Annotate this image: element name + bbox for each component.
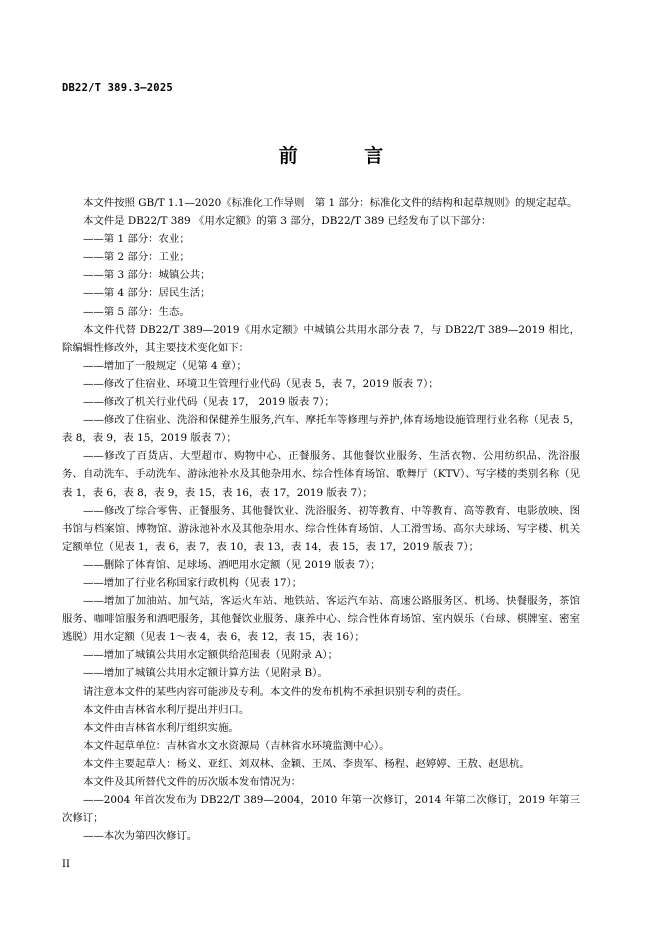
- page-title: 前 言: [278, 145, 414, 167]
- history-item: ——本次为第四次修订。: [83, 830, 198, 843]
- paragraph-scope: 本文件按照 GB/T 1.1—2020《标准化工作导则 第 1 部分：标准化文件的结构和起草规则》的规定起草。: [83, 197, 578, 209]
- history-item: ——2004 年首次发布为 DB22/T 389—2004，2010 年第一次修订，2014 年第二次修订，2019 年第三次修订；: [62, 794, 580, 825]
- change-item: ——修改了机关行业代码（见表 17， 2019 版表 7）；: [83, 396, 335, 409]
- list-item-part-4: ——第 4 部分：居民生活；: [83, 287, 211, 300]
- list-item-part-3: ——第 3 部分：城镇公共；: [83, 269, 211, 282]
- change-item: ——修改了综合零售、正餐服务、其他餐饮业、洗浴服务、初等教育、中等教育、高等教育、电影放映、图书馆与档案馆、博物馆、游泳池补水及其他杂用水、综合性体育场馆、人工滑雪场、高尔夫球场、写字楼、机关定额单位（见表 1，表 6，表 7，表 10，表 13，表 14，表 15，表 17，2019 版表 7）；: [62, 504, 580, 553]
- paragraph-proposer: 本文件由吉林省水利厅提出并归口。: [83, 703, 250, 716]
- change-item: ——修改了百货店、大型超市、购物中心、正餐服务、其他餐饮业服务、生活衣物、公用纺织品、洗浴服务、自动洗车、手动洗车、游泳池补水及其他杂用水、综合性体育场馆、歌舞厅（KTV）、写字楼的类别名称（见表 1，表 6，表 8，表 9，表 15，表 16，表 17，2019 版表 7）；: [62, 450, 580, 499]
- list-item-part-5: ——第 5 部分：生态。: [83, 305, 190, 318]
- change-item: ——修改了住宿业、洗浴和保健养生服务,汽车、摩托车等修理与养护,体育场地设施管理行业名称（见表 5，表 8，表 9，表 15，2019 版表 7）；: [62, 414, 580, 445]
- change-item: ——增加了城镇公共用水定额计算方法（见附录 B）。: [83, 667, 328, 680]
- paragraph-implementer: 本文件由吉林省水利厅组织实施。: [83, 721, 239, 734]
- list-item-part-2: ——第 2 部分：工业；: [83, 251, 190, 264]
- paragraph-drafters: 本文件主要起草人：杨义、亚红、刘双林、金颖、王凤、李贵军、杨程、赵婷婷、王敖、赵思杭。: [83, 757, 530, 770]
- change-item: ——增加了行业名称国家行政机构（见表 17）；: [83, 576, 303, 589]
- document-code: DB22/T 389.3—2025: [62, 82, 173, 94]
- foreword-body: [62, 194, 580, 845]
- paragraph-history-intro: 本文件及其所替代文件的历次版本发布情况为：: [83, 776, 302, 788]
- list-item-part-1: ——第 1 部分：农业；: [83, 233, 190, 246]
- change-item: ——增加了一般规定（见第 4 章）；: [83, 359, 247, 372]
- change-item: ——增加了加油站、加气站，客运火车站、地铁站、客运汽车站、高速公路服务区、机场、快餐服务，茶馆服务、咖啡馆服务和酒吧服务，其他餐饮业服务、康养中心、综合性体育场馆、室内娱乐（台球、棋牌室、密室逃脱）用水定额（见表 1～表 4，表 6，表 12，表 15，表 16）；: [62, 595, 580, 644]
- paragraph-drafting-unit: 本文件起草单位：吉林省水文水资源局（吉林省水环境监测中心）。: [83, 739, 390, 752]
- change-item: ——修改了住宿业、环境卫生管理行业代码（见表 5，表 7，2019 版表 7）；: [83, 377, 439, 390]
- page-number: II: [62, 859, 70, 870]
- paragraph-patent-notice: 请注意本文件的某些内容可能涉及专利。本文件的发布机构不承担识别专利的责任。: [83, 685, 468, 698]
- change-item: ——增加了城镇公共用水定额供给范围表（见附录 A）；: [83, 649, 338, 662]
- paragraph-parts-intro: 本文件是 DB22/T 389 《用水定额》的第 3 部分，DB22/T 389 已经发布了以下部分：: [83, 215, 492, 228]
- paragraph-replacement: 本文件代替 DB22/T 389—2019《用水定额》中城镇公共用水部分表 7，与 DB22/T 389—2019 相比，除编辑性修改外，其主要技术变化如下：: [62, 323, 580, 354]
- change-item: ——删除了体育馆、足球场、酒吧用水定额（见 2019 版表 7）；: [83, 558, 381, 571]
